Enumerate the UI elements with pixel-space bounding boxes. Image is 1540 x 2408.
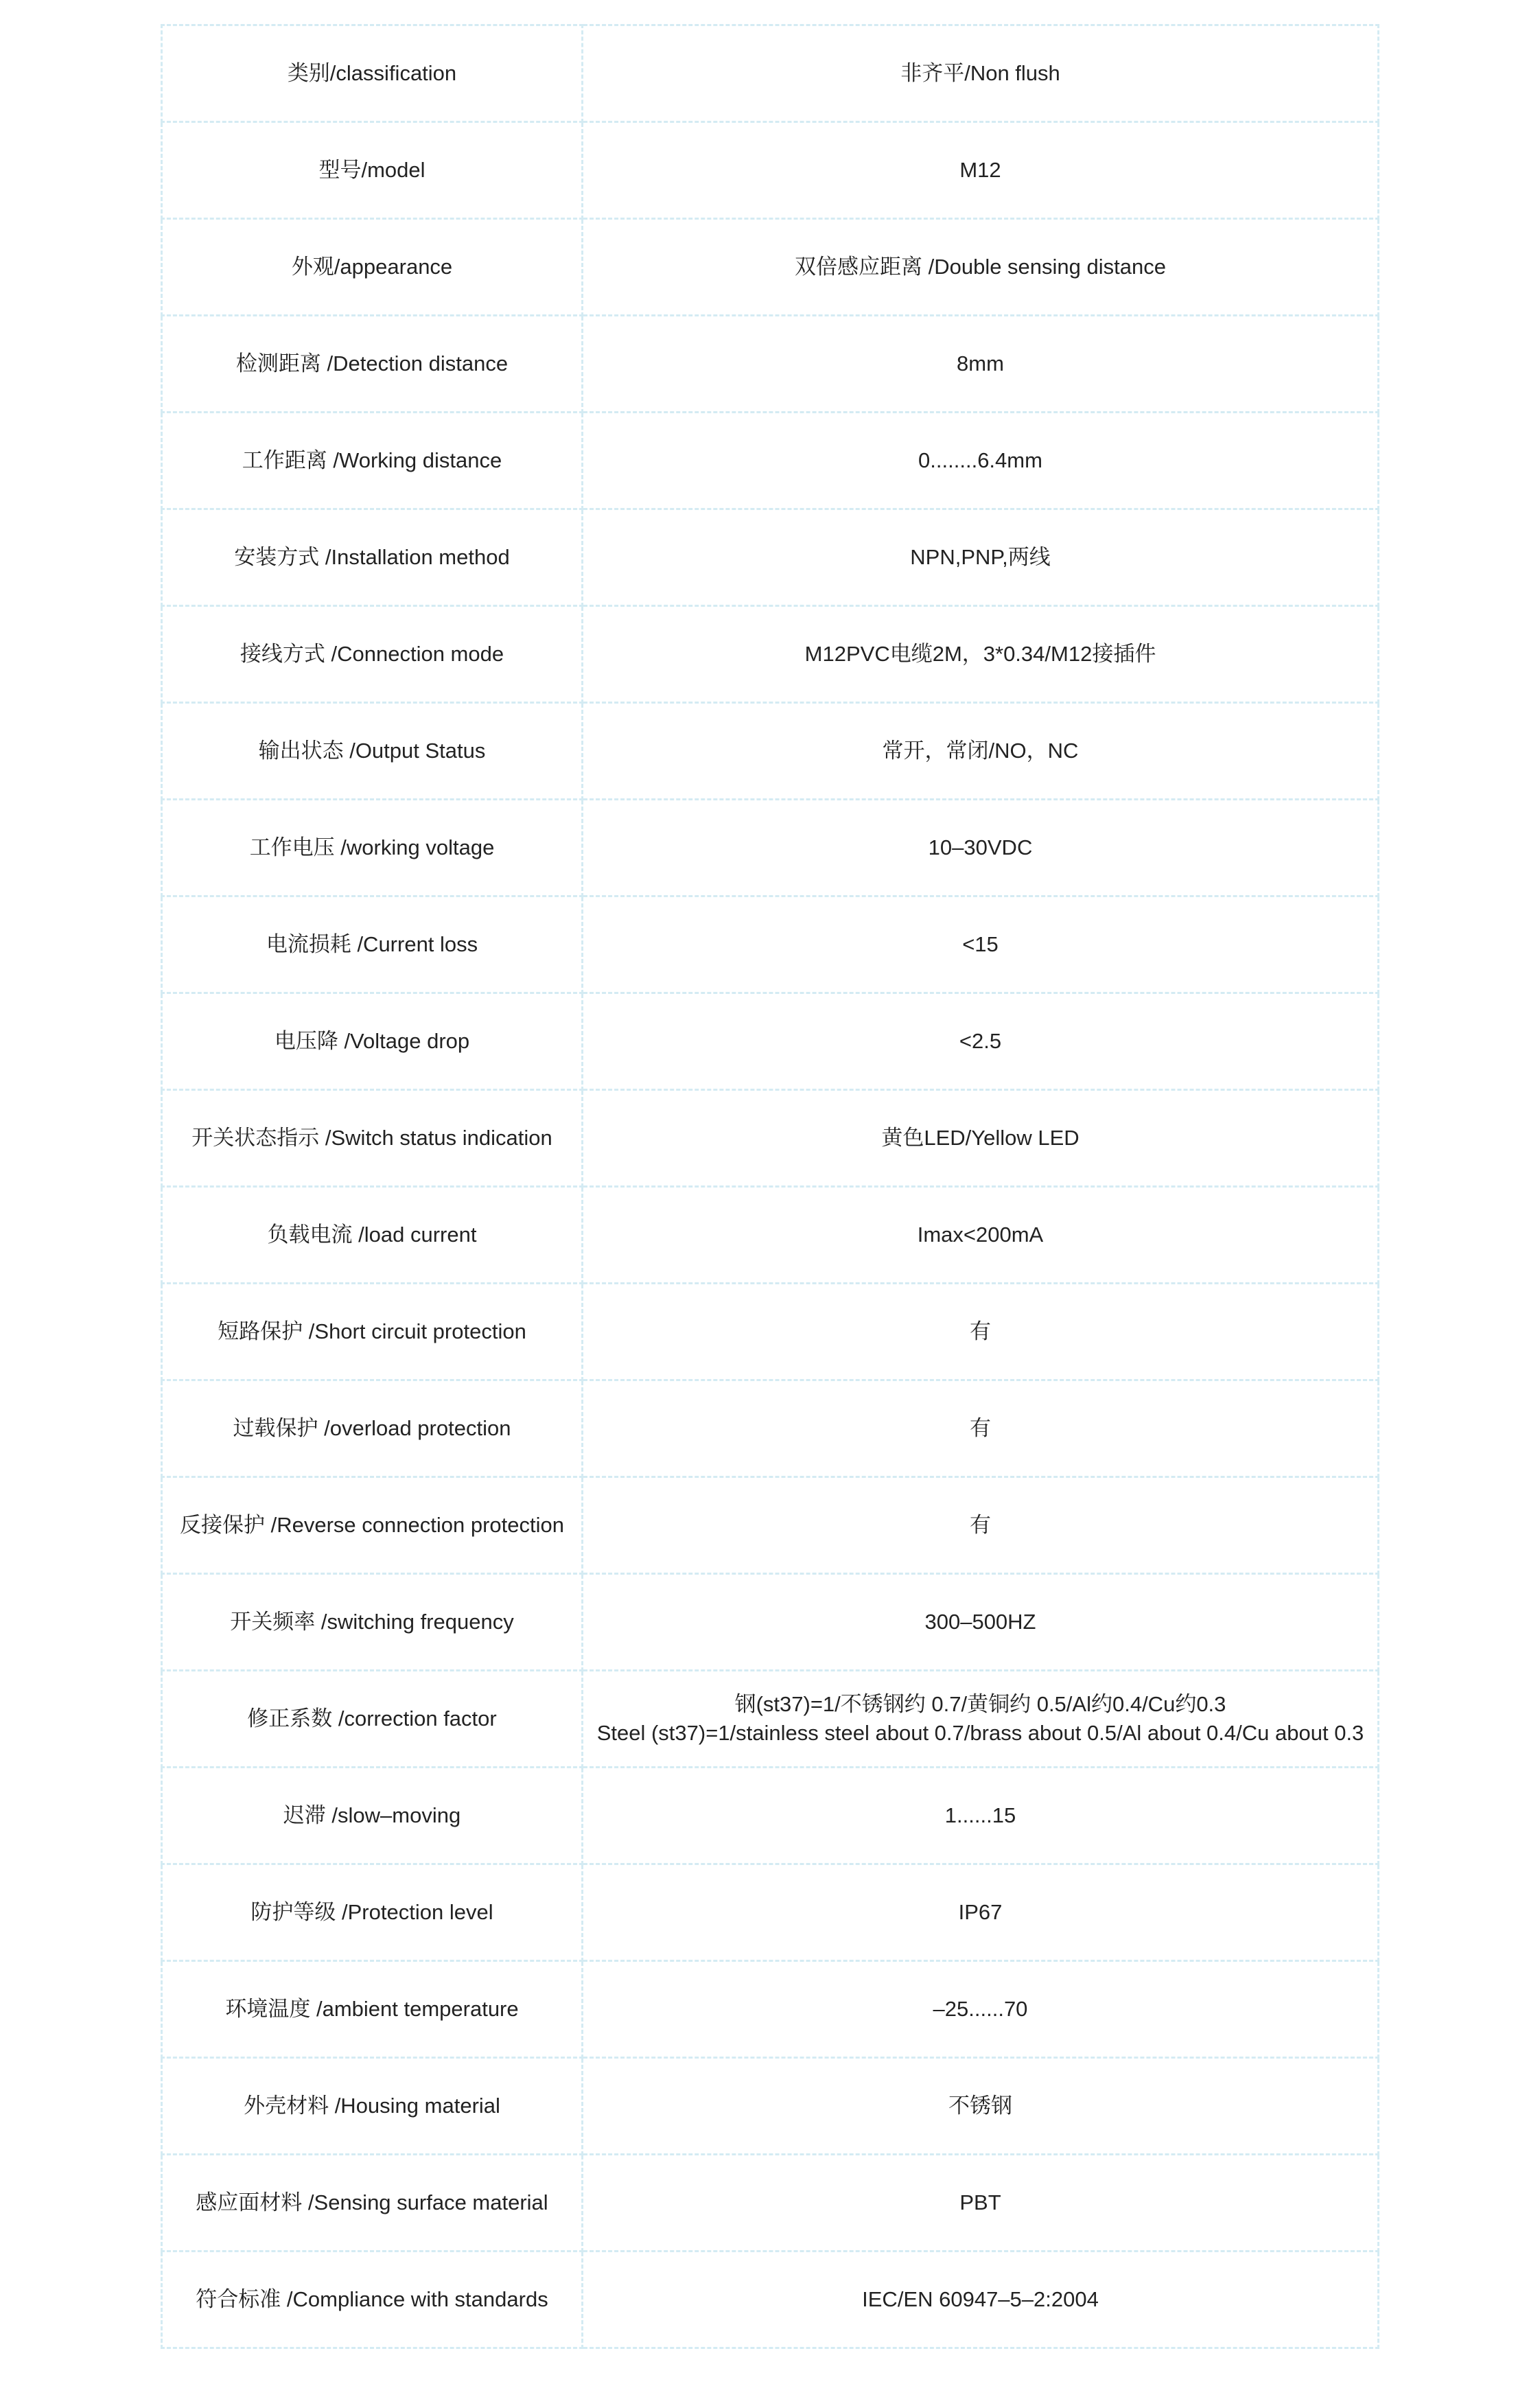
spec-label: 短路保护 /Short circuit protection <box>162 1284 583 1380</box>
spec-value: 10–30VDC <box>583 800 1379 896</box>
spec-value: 黄色LED/Yellow LED <box>583 1090 1379 1187</box>
table-row <box>162 509 1379 606</box>
table-row <box>162 896 1379 993</box>
spec-label: 反接保护 /Reverse connection protection <box>162 1477 583 1574</box>
table-row <box>162 800 1379 896</box>
table-row <box>162 1380 1379 1477</box>
table-row <box>162 2058 1379 2155</box>
spec-value: <2.5 <box>583 993 1379 1090</box>
spec-label: 开关状态指示 /Switch status indication <box>162 1090 583 1187</box>
spec-value: IP67 <box>583 1864 1379 1961</box>
table-row <box>162 2251 1379 2348</box>
table-row <box>162 316 1379 413</box>
table-row <box>162 413 1379 509</box>
spec-value: 0........6.4mm <box>583 413 1379 509</box>
spec-label: 接线方式 /Connection mode <box>162 606 583 703</box>
table-row <box>162 25 1379 122</box>
table-row <box>162 1768 1379 1864</box>
spec-value: 双倍感应距离 /Double sensing distance <box>583 219 1379 316</box>
spec-label: 感应面材料 /Sensing surface material <box>162 2155 583 2251</box>
spec-table <box>161 24 1379 2349</box>
spec-label: 迟滞 /slow–moving <box>162 1768 583 1864</box>
spec-value: 有 <box>583 1477 1379 1574</box>
table-row <box>162 993 1379 1090</box>
spec-label: 过载保护 /overload protection <box>162 1380 583 1477</box>
spec-value: IEC/EN 60947–5–2:2004 <box>583 2251 1379 2348</box>
table-row <box>162 2155 1379 2251</box>
spec-value: –25......70 <box>583 1961 1379 2058</box>
spec-value: 有 <box>583 1284 1379 1380</box>
spec-label: 修正系数 /correction factor <box>162 1671 583 1768</box>
spec-value: 有 <box>583 1380 1379 1477</box>
spec-label: 外观/appearance <box>162 219 583 316</box>
spec-label: 类别/classification <box>162 25 583 122</box>
spec-label: 电流损耗 /Current loss <box>162 896 583 993</box>
spec-label: 型号/model <box>162 122 583 219</box>
table-row <box>162 703 1379 800</box>
spec-label: 环境温度 /ambient temperature <box>162 1961 583 2058</box>
table-row <box>162 1187 1379 1284</box>
spec-value: M12 <box>583 122 1379 219</box>
spec-value: 8mm <box>583 316 1379 413</box>
table-row <box>162 1961 1379 2058</box>
spec-label: 符合标准 /Compliance with standards <box>162 2251 583 2348</box>
table-row <box>162 1284 1379 1380</box>
spec-value: M12PVC电缆2M，3*0.34/M12接插件 <box>583 606 1379 703</box>
spec-value: NPN,PNP,两线 <box>583 509 1379 606</box>
spec-label: 外壳材料 /Housing material <box>162 2058 583 2155</box>
spec-value: 非齐平/Non flush <box>583 25 1379 122</box>
table-row <box>162 1090 1379 1187</box>
table-row <box>162 1574 1379 1671</box>
spec-label: 开关频率 /switching frequency <box>162 1574 583 1671</box>
spec-value: 300–500HZ <box>583 1574 1379 1671</box>
spec-label: 工作电压 /working voltage <box>162 800 583 896</box>
spec-label: 输出状态 /Output Status <box>162 703 583 800</box>
spec-label: 工作距离 /Working distance <box>162 413 583 509</box>
table-row <box>162 606 1379 703</box>
table-row <box>162 1864 1379 1961</box>
table-row <box>162 122 1379 219</box>
spec-value: Imax<200mA <box>583 1187 1379 1284</box>
spec-label: 检测距离 /Detection distance <box>162 316 583 413</box>
spec-value: 1......15 <box>583 1768 1379 1864</box>
spec-value: 不锈钢 <box>583 2058 1379 2155</box>
spec-value: 钢(st37)=1/不锈钢约 0.7/黄铜约 0.5/Al约0.4/Cu约0.3 Steel (st37)=1/stainless steel about 0.7/brass about 0.5/Al about 0.4/Cu about 0.3 <box>583 1671 1379 1768</box>
spec-value: <15 <box>583 896 1379 993</box>
spec-label: 电压降 /Voltage drop <box>162 993 583 1090</box>
spec-value: 常开，常闭/NO，NC <box>583 703 1379 800</box>
spec-label: 安装方式 /Installation method <box>162 509 583 606</box>
table-row <box>162 1477 1379 1574</box>
table-row <box>162 1671 1379 1768</box>
spec-label: 负载电流 /load current <box>162 1187 583 1284</box>
spec-label: 防护等级 /Protection level <box>162 1864 583 1961</box>
table-row <box>162 219 1379 316</box>
spec-value: PBT <box>583 2155 1379 2251</box>
